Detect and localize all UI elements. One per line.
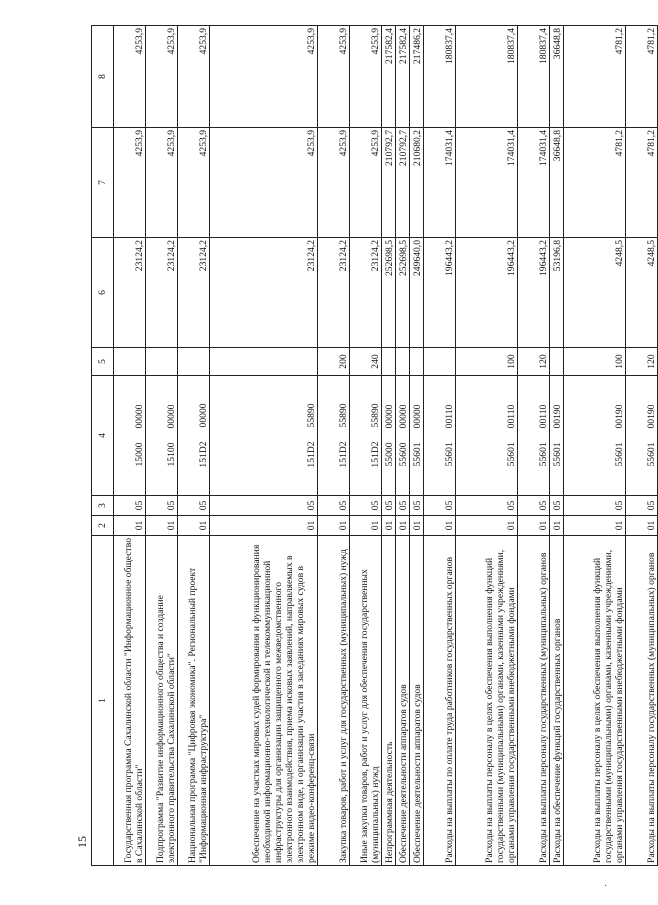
row-name: Расходы на выплаты персоналу в целях обеспечения выполнения функций государственными (муниципальными) органами, казенными учреждениями, органами управления государственными внебюджетными фондами xyxy=(456,536,518,866)
row-code-4b: 00110 xyxy=(505,404,517,429)
row-value-8: 180837,4 xyxy=(518,26,550,128)
row-code-4a: 55601 xyxy=(645,442,657,467)
row-code-4 xyxy=(350,376,382,496)
header-col-2: 2 xyxy=(92,516,114,536)
row-code-4 xyxy=(210,376,318,496)
row-code-5 xyxy=(178,348,210,376)
row-value-6: 252698,5 xyxy=(382,238,396,348)
row-value-8: 4253,9 xyxy=(178,26,210,128)
row-value-7: 174031,4 xyxy=(456,128,518,238)
row-code-5: 120 xyxy=(518,348,550,376)
row-value-6: 23124,2 xyxy=(210,238,318,348)
row-value-7: 4253,9 xyxy=(210,128,318,238)
row-code-4a: 55601 xyxy=(551,442,563,467)
row-value-8: 180837,4 xyxy=(424,26,456,128)
row-value-6: 196443,2 xyxy=(456,238,518,348)
row-value-8: 217582,4 xyxy=(396,26,410,128)
table-row xyxy=(396,26,410,866)
row-code-3: 05 xyxy=(564,496,626,516)
row-code-3: 05 xyxy=(114,496,146,516)
row-code-5: 120 xyxy=(626,348,658,376)
row-code-2: 01 xyxy=(178,516,210,536)
row-value-7: 210680,2 xyxy=(410,128,424,238)
table-row xyxy=(518,26,550,866)
row-value-8: 4253,9 xyxy=(210,26,318,128)
row-code-4a: 55601 xyxy=(613,442,625,467)
row-code-3: 05 xyxy=(318,496,350,516)
row-name: Закупка товаров, работ и услуг для государственных (муниципальных) нужд xyxy=(318,536,350,866)
row-name: Расходы на выплаты персоналу государственных (муниципальных) органов xyxy=(518,536,550,866)
row-code-4b: 00000 xyxy=(197,403,209,428)
row-code-2: 01 xyxy=(550,516,564,536)
row-code-4a: 55600 xyxy=(397,442,409,467)
header-col-1: 1 xyxy=(92,536,114,866)
table-row xyxy=(626,26,658,866)
row-value-6: 196443,2 xyxy=(424,238,456,348)
row-code-2: 01 xyxy=(382,516,396,536)
row-code-4b: 00190 xyxy=(613,404,625,429)
row-value-7: 4253,9 xyxy=(350,128,382,238)
row-name: Непрограммная деятельность xyxy=(382,536,396,866)
row-code-4b: 00110 xyxy=(443,404,455,429)
row-code-3: 05 xyxy=(396,496,410,516)
row-value-7: 4253,9 xyxy=(178,128,210,238)
row-value-7: 4781,2 xyxy=(564,128,626,238)
row-code-2: 01 xyxy=(410,516,424,536)
row-code-2: 01 xyxy=(114,516,146,536)
header-col-8: 8 xyxy=(92,26,114,128)
row-value-8: 4253,9 xyxy=(350,26,382,128)
row-code-4b: 00110 xyxy=(537,404,549,429)
row-code-4 xyxy=(410,376,424,496)
row-value-8: 4781,2 xyxy=(564,26,626,128)
row-code-3: 05 xyxy=(410,496,424,516)
row-code-4b: 00000 xyxy=(383,404,395,429)
row-name: Государственная программа Сахалинской области "Информационное общество в Сахалинской области" xyxy=(114,536,146,866)
rotated-page-content xyxy=(73,26,657,866)
row-code-2: 01 xyxy=(456,516,518,536)
row-value-6: 23124,2 xyxy=(146,238,178,348)
row-value-7: 36648,8 xyxy=(550,128,564,238)
row-value-6: 4248,5 xyxy=(626,238,658,348)
row-value-6: 23124,2 xyxy=(350,238,382,348)
table-header-row xyxy=(92,26,114,866)
row-value-7: 174031,4 xyxy=(518,128,550,238)
row-code-5 xyxy=(114,348,146,376)
table-row xyxy=(410,26,424,866)
row-code-4 xyxy=(550,376,564,496)
row-code-3: 05 xyxy=(382,496,396,516)
table-row xyxy=(146,26,178,866)
table-body xyxy=(114,26,658,866)
page-number: 15 xyxy=(75,836,89,848)
row-code-4b: 00190 xyxy=(551,404,563,429)
row-code-4a: 151D2 xyxy=(305,441,317,468)
row-code-4b: 55890 xyxy=(337,403,349,428)
row-value-7: 4253,9 xyxy=(318,128,350,238)
row-name: Подпрограмма "Развитие информационного общества и создание электронного правительства Сахалинской области" xyxy=(146,536,178,866)
row-value-8: 4253,9 xyxy=(114,26,146,128)
table-row xyxy=(382,26,396,866)
header-col-4: 4 xyxy=(92,376,114,496)
row-code-4b: 00000 xyxy=(165,404,177,429)
row-code-4a: 55601 xyxy=(411,442,423,467)
row-code-4a: 55601 xyxy=(537,442,549,467)
row-code-2: 01 xyxy=(626,516,658,536)
header-col-3: 3 xyxy=(92,496,114,516)
row-value-8: 217582,4 xyxy=(382,26,396,128)
row-value-6: 4248,5 xyxy=(564,238,626,348)
row-code-3: 05 xyxy=(146,496,178,516)
row-name: Иные закупки товаров, работ и услуг для обеспечения государственных (муниципальных) нужд xyxy=(350,536,382,866)
row-value-7: 174031,4 xyxy=(424,128,456,238)
row-code-4a: 15100 xyxy=(165,442,177,467)
header-col-6: 6 xyxy=(92,238,114,348)
row-code-2: 01 xyxy=(424,516,456,536)
row-value-7: 210792,7 xyxy=(382,128,396,238)
table-row xyxy=(178,26,210,866)
table-row xyxy=(456,26,518,866)
row-code-4 xyxy=(178,376,210,496)
row-code-4 xyxy=(456,376,518,496)
header-col-7: 7 xyxy=(92,128,114,238)
row-code-3: 05 xyxy=(518,496,550,516)
row-code-4b: 00190 xyxy=(645,404,657,429)
row-value-8: 36648,8 xyxy=(550,26,564,128)
row-code-4a: 151D2 xyxy=(197,441,209,468)
row-code-5 xyxy=(410,348,424,376)
row-code-5 xyxy=(146,348,178,376)
row-value-6: 249640,0 xyxy=(410,238,424,348)
table-row xyxy=(114,26,146,866)
row-code-4 xyxy=(424,376,456,496)
table-row xyxy=(350,26,382,866)
table-row xyxy=(424,26,456,866)
row-value-6: 53196,8 xyxy=(550,238,564,348)
row-code-4a: 55000 xyxy=(383,442,395,467)
row-code-5: 100 xyxy=(456,348,518,376)
row-code-4 xyxy=(564,376,626,496)
row-name: Обеспечение деятельности аппаратов судов xyxy=(410,536,424,866)
row-name: Расходы на выплаты персоналу в целях обеспечения выполнения функций государственными (муниципальными) органами, казенными учреждениями, органами управления государственными внебюджетными фондами xyxy=(564,536,626,866)
row-value-8: 4253,9 xyxy=(146,26,178,128)
row-code-5 xyxy=(396,348,410,376)
row-code-3: 05 xyxy=(210,496,318,516)
row-value-6: 23124,2 xyxy=(114,238,146,348)
row-code-4 xyxy=(382,376,396,496)
row-code-2: 01 xyxy=(518,516,550,536)
row-code-2: 01 xyxy=(318,516,350,536)
row-code-4b: 55890 xyxy=(369,403,381,428)
table-row xyxy=(318,26,350,866)
row-code-3: 05 xyxy=(178,496,210,516)
row-code-4 xyxy=(396,376,410,496)
row-value-7: 4253,9 xyxy=(146,128,178,238)
row-code-3: 05 xyxy=(456,496,518,516)
row-value-8: 180837,4 xyxy=(456,26,518,128)
row-name: Обеспечение на участках мировых судей формирования и функционирования необходимой информационно-технологической и телекоммуникационной инфраструктуры для организации защищенного межведомственного электронного взаимодействия, приема исковых заявлений, направляемых в электронном виде, и организации участия в заседаниях мировых судов в режиме видео-конференц-связи xyxy=(210,536,318,866)
row-code-5: 200 xyxy=(318,348,350,376)
row-code-4a: 151D2 xyxy=(337,441,349,468)
row-code-4b: 55890 xyxy=(305,403,317,428)
row-code-5 xyxy=(210,348,318,376)
row-code-3: 05 xyxy=(350,496,382,516)
row-code-4 xyxy=(318,376,350,496)
row-code-3: 05 xyxy=(550,496,564,516)
row-code-4 xyxy=(518,376,550,496)
row-code-4 xyxy=(626,376,658,496)
row-code-5: 240 xyxy=(350,348,382,376)
row-code-3: 05 xyxy=(626,496,658,516)
row-value-7: 210792,7 xyxy=(396,128,410,238)
row-code-2: 01 xyxy=(564,516,626,536)
scan-mark: · xyxy=(604,880,608,891)
row-code-2: 01 xyxy=(210,516,318,536)
row-code-5: 100 xyxy=(564,348,626,376)
row-value-6: 23124,2 xyxy=(178,238,210,348)
row-code-2: 01 xyxy=(396,516,410,536)
row-code-4b: 00000 xyxy=(133,404,145,429)
row-value-8: 4253,9 xyxy=(318,26,350,128)
header-col-5: 5 xyxy=(92,348,114,376)
budget-table xyxy=(91,25,658,866)
row-code-4b: 00000 xyxy=(411,404,423,429)
table-row xyxy=(550,26,564,866)
row-code-5 xyxy=(550,348,564,376)
row-value-6: 252698,5 xyxy=(396,238,410,348)
row-code-5 xyxy=(424,348,456,376)
row-code-4a: 151D2 xyxy=(369,441,381,468)
table-row xyxy=(210,26,318,866)
row-name: Расходы на выплаты по оплате труда работников государственных органов xyxy=(424,536,456,866)
row-value-6: 196443,2 xyxy=(518,238,550,348)
row-code-4a: 55601 xyxy=(443,442,455,467)
row-name: Расходы на обеспечение функций государственных органов xyxy=(550,536,564,866)
row-code-4a: 55601 xyxy=(505,442,517,467)
row-value-6: 23124,2 xyxy=(318,238,350,348)
row-name: Национальная программа "Цифровая экономика". Региональный проект "Информационная инфраструктура" xyxy=(178,536,210,866)
row-value-7: 4781,2 xyxy=(626,128,658,238)
row-code-2: 01 xyxy=(146,516,178,536)
row-name: Расходы на выплаты персоналу государственных (муниципальных) органов xyxy=(626,536,658,866)
row-code-3: 05 xyxy=(424,496,456,516)
table-row xyxy=(564,26,626,866)
row-code-4 xyxy=(146,376,178,496)
row-code-2: 01 xyxy=(350,516,382,536)
row-code-4b: 00000 xyxy=(397,404,409,429)
row-code-4a: 15000 xyxy=(133,442,145,467)
row-value-7: 4253,9 xyxy=(114,128,146,238)
row-name: Обеспечение деятельности аппаратов судов xyxy=(396,536,410,866)
row-value-8: 4781,2 xyxy=(626,26,658,128)
row-value-8: 217486,2 xyxy=(410,26,424,128)
row-code-5 xyxy=(382,348,396,376)
row-code-4 xyxy=(114,376,146,496)
